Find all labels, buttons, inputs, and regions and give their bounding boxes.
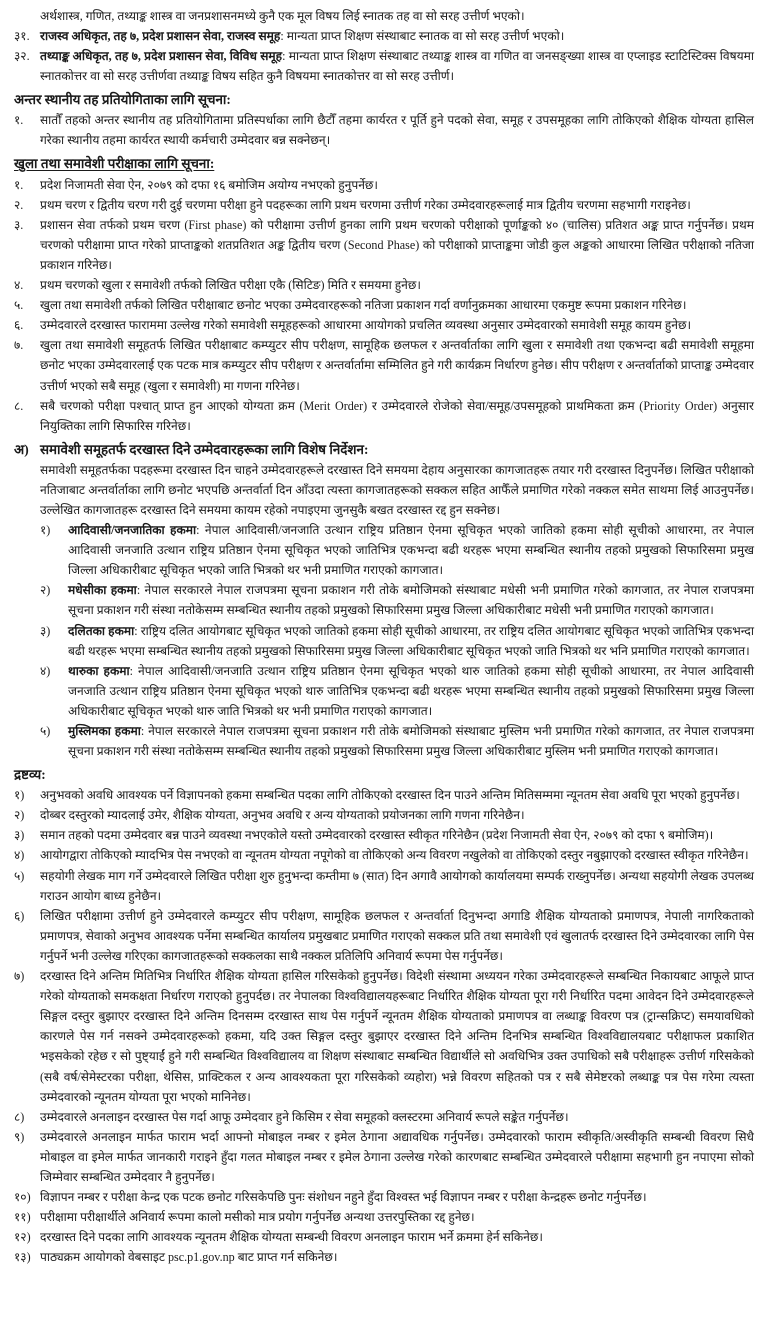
note-item-text: पाठ्यक्रम आयोगको वेबसाइट psc.p1.gov.np बाट प्राप्त गर्न सकिनेछ। [40,1250,338,1265]
note-item [14,1107,754,1127]
post-item-text: : मान्यता प्राप्त शिक्षण संस्थाबाट तथ्याङ्क शास्त्र वा गणित वा जनसङ्ख्या शास्त्र वा एप्लाइड स्टाटिस्टिक्स विषयमा स्नातकोत्तर वा सो सरह उत्तीर्णवा तथ्याङ्क विषय सहित कुनै विषयमा स्नातकोत्तर वा सो सरह उत्तीर्ण। [40,49,754,84]
post-item-body [40,26,754,46]
list-item-number: ६. [14,318,24,333]
note-item [14,805,754,825]
list-item [14,195,754,215]
note-item-text: लिखित परीक्षामा उत्तीर्ण हुने उम्मेदवारले कम्प्युटर सीप परीक्षण, सामूहिक छलफल र अन्तर्वार्ता दिनुभन्दा अगाडि शैक्षिक योग्यताको प्रमाणपत्र, नेपाली नागरिकताको प्रमाणपत्र, सेवाको अनुभव आवश्यक पर्नेमा सम्बन्धित कार्यालय प्रमुखबाट प्रमाणित गराएको सक्कल प्रति तथा समावेशी एवं खुलातर्फ दरखास्त दिने उम्मेदवारका लागि पेस गर्नुपर्ने भनी उल्लेख गरिएका कागजातहरूको सक्कलका साथै नक्कल प्रतिलिपि अनिवार्य रूपमा पेस गर्नुपर्नेछ। [40,908,754,963]
inclusive-group-title: दलितका हकमा [68,623,135,638]
inclusive-group-title: आदिवासी/जनजातिका हकमा [68,523,197,538]
inclusive-group-number: २) [40,583,51,598]
note-item-text: दरखास्त दिने पदका लागि आवश्यक न्यूनतम शैक्षिक योग्यता सम्बन्धी विवरण अनलाइन फाराम भर्ने क्रममा हेर्न सकिनेछ। [40,1230,543,1245]
inclusive-group-body [68,520,754,580]
list-item [14,175,754,195]
list-item [14,396,754,436]
list-item [14,335,754,395]
list-item-text: सबै चरणको परीक्षा पश्चात् प्राप्त हुन आएको योग्यता क्रम (Merit Order) र उम्मेदवारले रोजेको सेवा/समूह/उपसमूहको प्राथमिकता क्रम (Priority Order) अनुसार नियुक्तिका लागि सिफारिस गरिनेछ। [40,398,754,433]
note-item-text: समान तहको पदमा उम्मेदवार बन्न पाउने व्यवस्था नभएकोले यस्तो उम्मेदवारको दरखास्त स्वीकृत गरिनेछैन (प्रदेश निजामती सेवा ऐन, २०७९ को दफा ९ बमोजिम)। [40,828,714,843]
list-item-number: १. [14,177,24,192]
note-item-number: ११) [14,1210,31,1225]
post-item-title: राजस्व अधिकृत, तह ७, प्रदेश प्रशासन सेवा, राजस्व समूह [40,29,281,44]
inclusive-group-body [68,621,754,661]
inclusive-group-title: मुस्लिमका हकमा [68,724,141,738]
note-item [14,785,754,805]
list-item [14,110,754,150]
inclusive-group-title: मधेसीका हकमा [68,583,137,598]
list-item-number: ७. [14,338,24,353]
note-item-text: परीक्षामा परीक्षार्थीले अनिवार्य रूपमा कालो मसीको मात्र प्रयोग गर्नुपर्नेछ अन्यथा उत्तरपुस्तिका रद्द हुनेछ। [40,1210,475,1225]
post-item-number: ३२. [14,49,30,64]
top-continuation-text: अर्थशास्त्र, गणित, तथ्याङ्क शास्त्र वा जनप्रशासनमध्ये कुनै एक मूल विषय लिई स्नातक तह वा सो सरह उत्तीर्ण भएको। [40,9,525,23]
list-item [14,295,754,315]
inclusive-group-text: : नेपाल सरकारले नेपाल राजपत्रमा सूचना प्रकाशन गरी तोके बमोजिमको संस्थाबाट मधेसी भनी प्रमाणित गरेको कागजात, तर नेपाल राजपत्रमा सूचना प्रकाशन गरी संस्था नतोकेसम्म सम्बन्धित स्थानीय तहको प्रमुखको सिफारिसमा प्रमुख जिल्ला अधिकारीबाट मधेसी भनी प्रमाणित गराएको कागजात। [68,583,754,618]
note-item [14,1247,754,1267]
post-item-body [40,46,754,86]
inclusive-group-number: ३) [40,623,51,638]
section-heading-inter-local: अन्तर स्थानीय तह प्रतियोगिताका लागि सूचना: [14,91,231,107]
inclusive-group-item [14,580,754,620]
list-item-number: ५. [14,298,24,313]
inclusive-group-body [68,661,754,721]
list-item-text: प्रथम चरणको खुला र समावेशी तर्फको लिखित परीक्षा एकै (सिटिङ) मिति र समयमा हुनेछ। [40,278,421,293]
section-heading-inclusive-special: समावेशी समूहतर्फ दरखास्त दिने उम्मेदवारहरूका लागि विशेष निर्देशन: [40,441,369,457]
note-item-text: दोब्बर दस्तुरको म्यादलाई उमेर, शैक्षिक योग्यता, अनुभव अवधि र अन्य योग्यताको प्रयोजनका लागि गणना गरिनेछैन। [40,808,525,823]
section-intro-paragraph: समावेशी समूहतर्फका पदहरूमा दरखास्त दिन चाहने उम्मेदवारहरूले दरखास्त दिने समयमा देहाय अनुसारका कागजातहरू तयार गरी दरखास्त दिनुपर्नेछ। लिखित परीक्षाको नतिजाबाट अन्तर्वार्ताका लागि छनोट भएपछि अन्तर्वार्ता दिन आँउदा त्यस्ता कागजातहरूको सक्कल सहित आफैँले प्रमाणित गरेको नक्कल समेत साथमा लिई आउनुपर्नेछ। उल्लेखित कागजातहरू दरखास्त दिने समयमा कायम रहेको नपाइएमा जुनसुकै बखत दरखास्त रद्द हुन सक्नेछ। [40,462,754,517]
note-item [14,866,754,906]
inclusive-group-text: : राष्ट्रिय दलित आयोगबाट सूचिकृत भएको जातिको हकमा सोही सूचीको आधारमा, तर राष्ट्रिय दलित आयोगबाट सूचिकृत भएको जातिभित्र एकभन्दा बढी थरहरू भएमा सम्बन्धित स्थानीय तहको प्रमुखको सिफारिसमा प्रमुख जिल्ला अधिकारीबाट सूचिकृत भएको जाति भित्रको थर भनि प्रमाणित गराएको कागजात। [68,623,754,658]
list-item-number: ३. [14,217,24,232]
section-heading-inclusive-special-row [14,439,754,460]
note-item [14,966,754,1107]
inclusive-group-text: : नेपाल आदिवासी/जनजाति उत्थान राष्ट्रिय प्रतिष्ठान ऐनमा सूचिकृत भएको थारु जातिको हकमा सोही सूचीको आधारमा, तर नेपाल आदिवासी जनजाति उत्थान राष्ट्रिय प्रतिष्ठान ऐनमा सूचिकृत भएको थारु जातिभित्र एकभन्दा बढी थरहरू भएमा सम्बन्धित स्थानीय तहको प्रमुखको सिफारिसमा प्रमुख जिल्ला अधिकारीबाट सूचिकृत भएको थारु जाति भित्रको थर भनी प्रमाणित गराएको कागजात। [68,663,754,718]
post-item [14,26,754,46]
inclusive-group-item [14,520,754,580]
note-item-number: ७) [14,969,25,984]
list-item-text: प्रथम चरण र द्वितीय चरण गरी दुई चरणमा परीक्षा हुने पदहरूका लागि प्रथम चरणमा उत्तीर्ण गरेका उम्मेदवारहरूलाई मात्र द्वितीय चरणमा सहभागी गराइनेछ। [40,197,691,212]
note-item-number: ३) [14,828,25,843]
note-item-number: ९) [14,1129,25,1144]
inclusive-group-text: : नेपाल आदिवासी/जनजाति उत्थान राष्ट्रिय प्रतिष्ठान ऐनमा सूचिकृत भएको जातिको हकमा सोही सूचीको आधारमा, तर नेपाल आदिवासी जनजाति उत्थान राष्ट्रिय प्रतिष्ठान ऐनमा सूचिकृत भएको जातिभित्र एकभन्दा बढी थरहरू भएमा सम्बन्धित स्थानीय तहको प्रमुखको सिफारिसमा प्रमुख जिल्ला अधिकारीबाट सूचिकृत भएको जाति भित्रको थर भनी प्रमाणित गराएको कागजात। [68,523,754,578]
note-item-text: आयोगद्वारा तोकिएको म्यादभित्र पेस नभएको वा न्यूनतम योग्यता नपूगेको वा तोकिएको अन्य विवरण नखुलेको वा तोकिएको दस्तुर नबुझाएको दरखास्त स्वीकृत गरिनेछैन। [40,848,749,863]
post-item-title: तथ्याङ्क अधिकृत, तह ७, प्रदेश प्रशासन सेवा, विविध समूह [40,49,283,64]
list-item-text: खुला तथा समावेशी तर्फको लिखित परीक्षाबाट छनोट भएका उम्मेदवारहरूको नतिजा प्रकाशन गर्दा वर्णानुक्रमका आधारमा एकमुष्ट रूपमा प्रकाशन गरिनेछ। [40,298,687,313]
list-item-text: प्रशासन सेवा तर्फको प्रथम चरण (First phase) को परीक्षामा उत्तीर्ण हुनका लागि प्रथम चरणको परीक्षाको पूर्णाङ्कको ४० (चालिस) प्रतिशत अङ्क प्राप्त गर्नुपर्नेछ। प्रथम चरणको परीक्षामा प्राप्त गरेको प्राप्ताङ्कको शतप्रतिशत अङ्क द्वितीय चरण (Second Phase) को परीक्षाको प्राप्ताङ्कमा जोडी कुल अङ्कको आधारमा लिखित परीक्षाको नतिजा प्रकाशन गरिनेछ। [40,217,754,272]
inclusive-group-item [14,721,754,761]
note-item [14,845,754,865]
note-item-number: १२) [14,1230,31,1245]
inclusive-group-number: ५) [40,724,51,738]
post-item-number: ३१. [14,29,30,44]
list-item-text: खुला तथा समावेशी समूहतर्फ लिखित परीक्षाबाट कम्प्युटर सीप परीक्षण, सामूहिक छलफल र अन्तर्वार्ताका लागि खुला र समावेशी तथा एकभन्दा बढी समावेशी समूहमा छनोट भएका उम्मेदवारलाई एक पटक मात्र कम्प्युटर सीप परीक्षण र अन्तर्वार्तामा सम्मिलित हुने गरी कार्यक्रम निर्धारण हुनेछ। सीप परीक्षण र अन्तर्वार्ताको प्राप्ताङ्क उम्मेदवार उत्तीर्ण भएको सबै समूह (खुला र समावेशी) मा गणना गरिनेछ। [40,338,754,393]
list-item-number: ८. [14,398,24,413]
inclusive-group-number: १) [40,523,51,538]
note-item-number: १३) [14,1250,31,1265]
note-item-text: उम्मेदवारले अनलाइन मार्फत फाराम भर्दा आफ्नो मोबाइल नम्बर र इमेल ठेगाना अद्यावधिक गर्नुपर्नेछ। उम्मेदवारको फाराम स्वीकृति/अस्वीकृति सम्बन्धी विवरण सिधै मोबाइल वा इमेल मार्फत जानकारी गराइने हुँदा गलत मोबाइल नम्बर र इमेल ठेगाना उल्लेख गरेको कारणबाट सम्बन्धित उम्मेदवारले परीक्षामा सहभागी हुन नपाएमा सोको जिम्मेवार सम्बन्धित उम्मेदवार नै हुनुपर्नेछ। [40,1129,754,1184]
list-item [14,275,754,295]
note-item [14,1227,754,1247]
list-item-text: उम्मेदवारले दरखास्त फाराममा उल्लेख गरेको समावेशी समूहहरूको आधारमा आयोगको प्रचलित व्यवस्था अनुसार उम्मेदवारको समावेशी समूह कायम हुनेछ। [40,318,692,333]
inclusive-group-body [68,721,754,761]
note-item [14,1207,754,1227]
list-item [14,315,754,335]
post-item [14,46,754,86]
note-item-text: उम्मेदवारले अनलाइन दरखास्त पेस गर्दा आफू उम्मेदवार हुने किसिम र सेवा समूहको क्लस्टरमा अनिवार्य रूपले सङ्केत गर्नुपर्नेछ। [40,1109,569,1124]
inclusive-group-title: थारुका हकमा [68,663,130,678]
post-item-text: : मान्यता प्राप्त शिक्षण संस्थाबाट स्नातक वा सो सरह उत्तीर्ण भएको। [280,29,565,44]
note-item-number: १) [14,788,25,803]
inclusive-group-item [14,661,754,721]
list-item-text: सातौँ तहको अन्तर स्थानीय तह प्रतियोगितामा प्रतिस्पर्धाका लागि छैटौँ तहमा कार्यरत र पूर्ति हुने पदको सेवा, समूह र उपसमूहका लागि तोकिएको शैक्षिक योग्यता हासिल गरेका स्थानीय तहमा कार्यरत स्थायी कर्मचारी उम्मेदवार बन्न सक्नेछन्। [40,113,754,148]
note-item-text: विज्ञापन नम्बर र परीक्षा केन्द्र एक पटक छनोट गरिसकेपछि पुनः संशोधन नहुने हुँदा विश्वस्त भई विज्ञापन नम्बर र परीक्षा केन्द्रहरू छनोट गर्नुपर्नेछ। [40,1190,647,1205]
list-item-number: २. [14,197,24,212]
section-heading-notes-wrap [14,763,754,785]
note-item-text: सहयोगी लेखक माग गर्ने उम्मेदवारले लिखित परीक्षा शुरु हुनुभन्दा कम्तीमा ७ (सात) दिन अगावै आयोगको कार्यालयमा सम्पर्क राख्नुपर्नेछ। अन्यथा सहयोगी लेखक उपलब्ध गराउन आयोग बाध्य हुनेछैन। [40,868,754,903]
section-marker: अ) [14,441,29,457]
list-item [14,215,754,275]
note-item [14,1187,754,1207]
note-item-number: ८) [14,1109,25,1124]
list-item-number: १. [14,113,24,128]
note-item-text: अनुभवको अवधि आवश्यक पर्ने विज्ञापनको हकमा सम्बन्धित पदका लागि तोकिएको दरखास्त दिन पाउने अन्तिम मितिसम्ममा न्यूनतम सेवा अवधि पूरा भएको हुनुपर्नेछ। [40,788,740,803]
note-item [14,906,754,966]
section-heading-inter-local-wrap [14,88,754,110]
list-item-number: ४. [14,278,24,293]
note-item-text: दरखास्त दिने अन्तिम मितिभित्र निर्धारित शैक्षिक योग्यता हासिल गरिसकेको हुनुपर्नेछ। विदेशी संस्थामा अध्ययन गरेका उम्मेदवारहरूले सम्बन्धित निकायबाट आफूले प्राप्त गरेको योग्यताको समकक्षता निर्धारण गराएको हुनुपर्दछ। तर नेपालका विश्वविद्यालयहरूबाट निर्धारित शैक्षिक योग्यता पूरा गरी निर्धारित पदमा आवेदन दिने उम्मेदवारहरूले सिङ्गल दस्तुर बुझाएर दरखास्त दिने अन्तिम दिनसम्म दरखास्त साथ पेस गर्नुपर्ने न्यूनतम शैक्षिक योग्यताको प्रमाणपत्र वा लब्धाङ्क विवरण पत्र (ट्रान्सक्रिप्ट) समयावधिको कारणले पेस गर्न नसक्ने उम्मेदवारहरूको हकमा, यदि उक्त सिङ्गल दस्तुर बुझाएर दरखास्त दिने अन्तिम दिनभित्र सम्बन्धित विश्वविद्यालयबाट परीक्षाफल प्रकाशित भइसकेको रहेछ र सो पुष्ट्याईं हुने गरी सम्बन्धित विश्वविद्यालय वा शिक्षण संस्थाबाट सम्बन्धित विद्यार्थीले सो अवधिभित्र उक्त उपाधिको सबै परीक्षाहरू उत्तीर्ण गरिसकेको (सबै वर्ष/सेमेस्टरका परीक्षा, थेसिस, प्राक्टिकल र अन्य आवश्यकता पूरा गरिसकेको व्यहोरा) भन्ने विवरण सहितको पत्र र सबै सेमेष्टरको लब्धाङ्क पत्र पेस गरेमा त्यस्ता उम्मेदवारको न्यूनतम योग्यता पूरा भएको मानिनेछ। [40,969,754,1104]
note-item [14,825,754,845]
note-item-number: ६) [14,908,25,923]
note-item-number: ५) [14,868,25,883]
note-item-number: १०) [14,1190,31,1205]
note-item [14,1127,754,1187]
inclusive-group-body [68,580,754,620]
section-heading-notes: द्रष्टव्य: [14,766,46,782]
inclusive-group-text: : नेपाल सरकारले नेपाल राजपत्रमा सूचना प्रकाशन गरी तोके बमोजिमको संस्थाबाट मुस्लिम भनी प्रमाणित गरेको कागजात, तर नेपाल राजपत्रमा सूचना प्रकाशन गरी संस्था नतोकेसम्म सम्बन्धित स्थानीय तहको प्रमुखको सिफारिसमा प्रमुख जिल्ला अधिकारीबाट मुस्लिम भनी प्रमाणित गराएको कागजात। [68,724,754,759]
section-heading-open-inclusive-wrap [14,152,754,174]
note-item-number: ४) [14,848,25,863]
inclusive-group-number: ४) [40,663,51,678]
section-heading-open-inclusive: खुला तथा समावेशी परीक्षाका लागि सूचना: [14,156,215,172]
list-item-text: प्रदेश निजामती सेवा ऐन, २०७९ को दफा १६ बमोजिम अयोग्य नभएको हुनुपर्नेछ। [40,177,378,192]
note-item-number: २) [14,808,25,823]
inclusive-group-item [14,621,754,661]
